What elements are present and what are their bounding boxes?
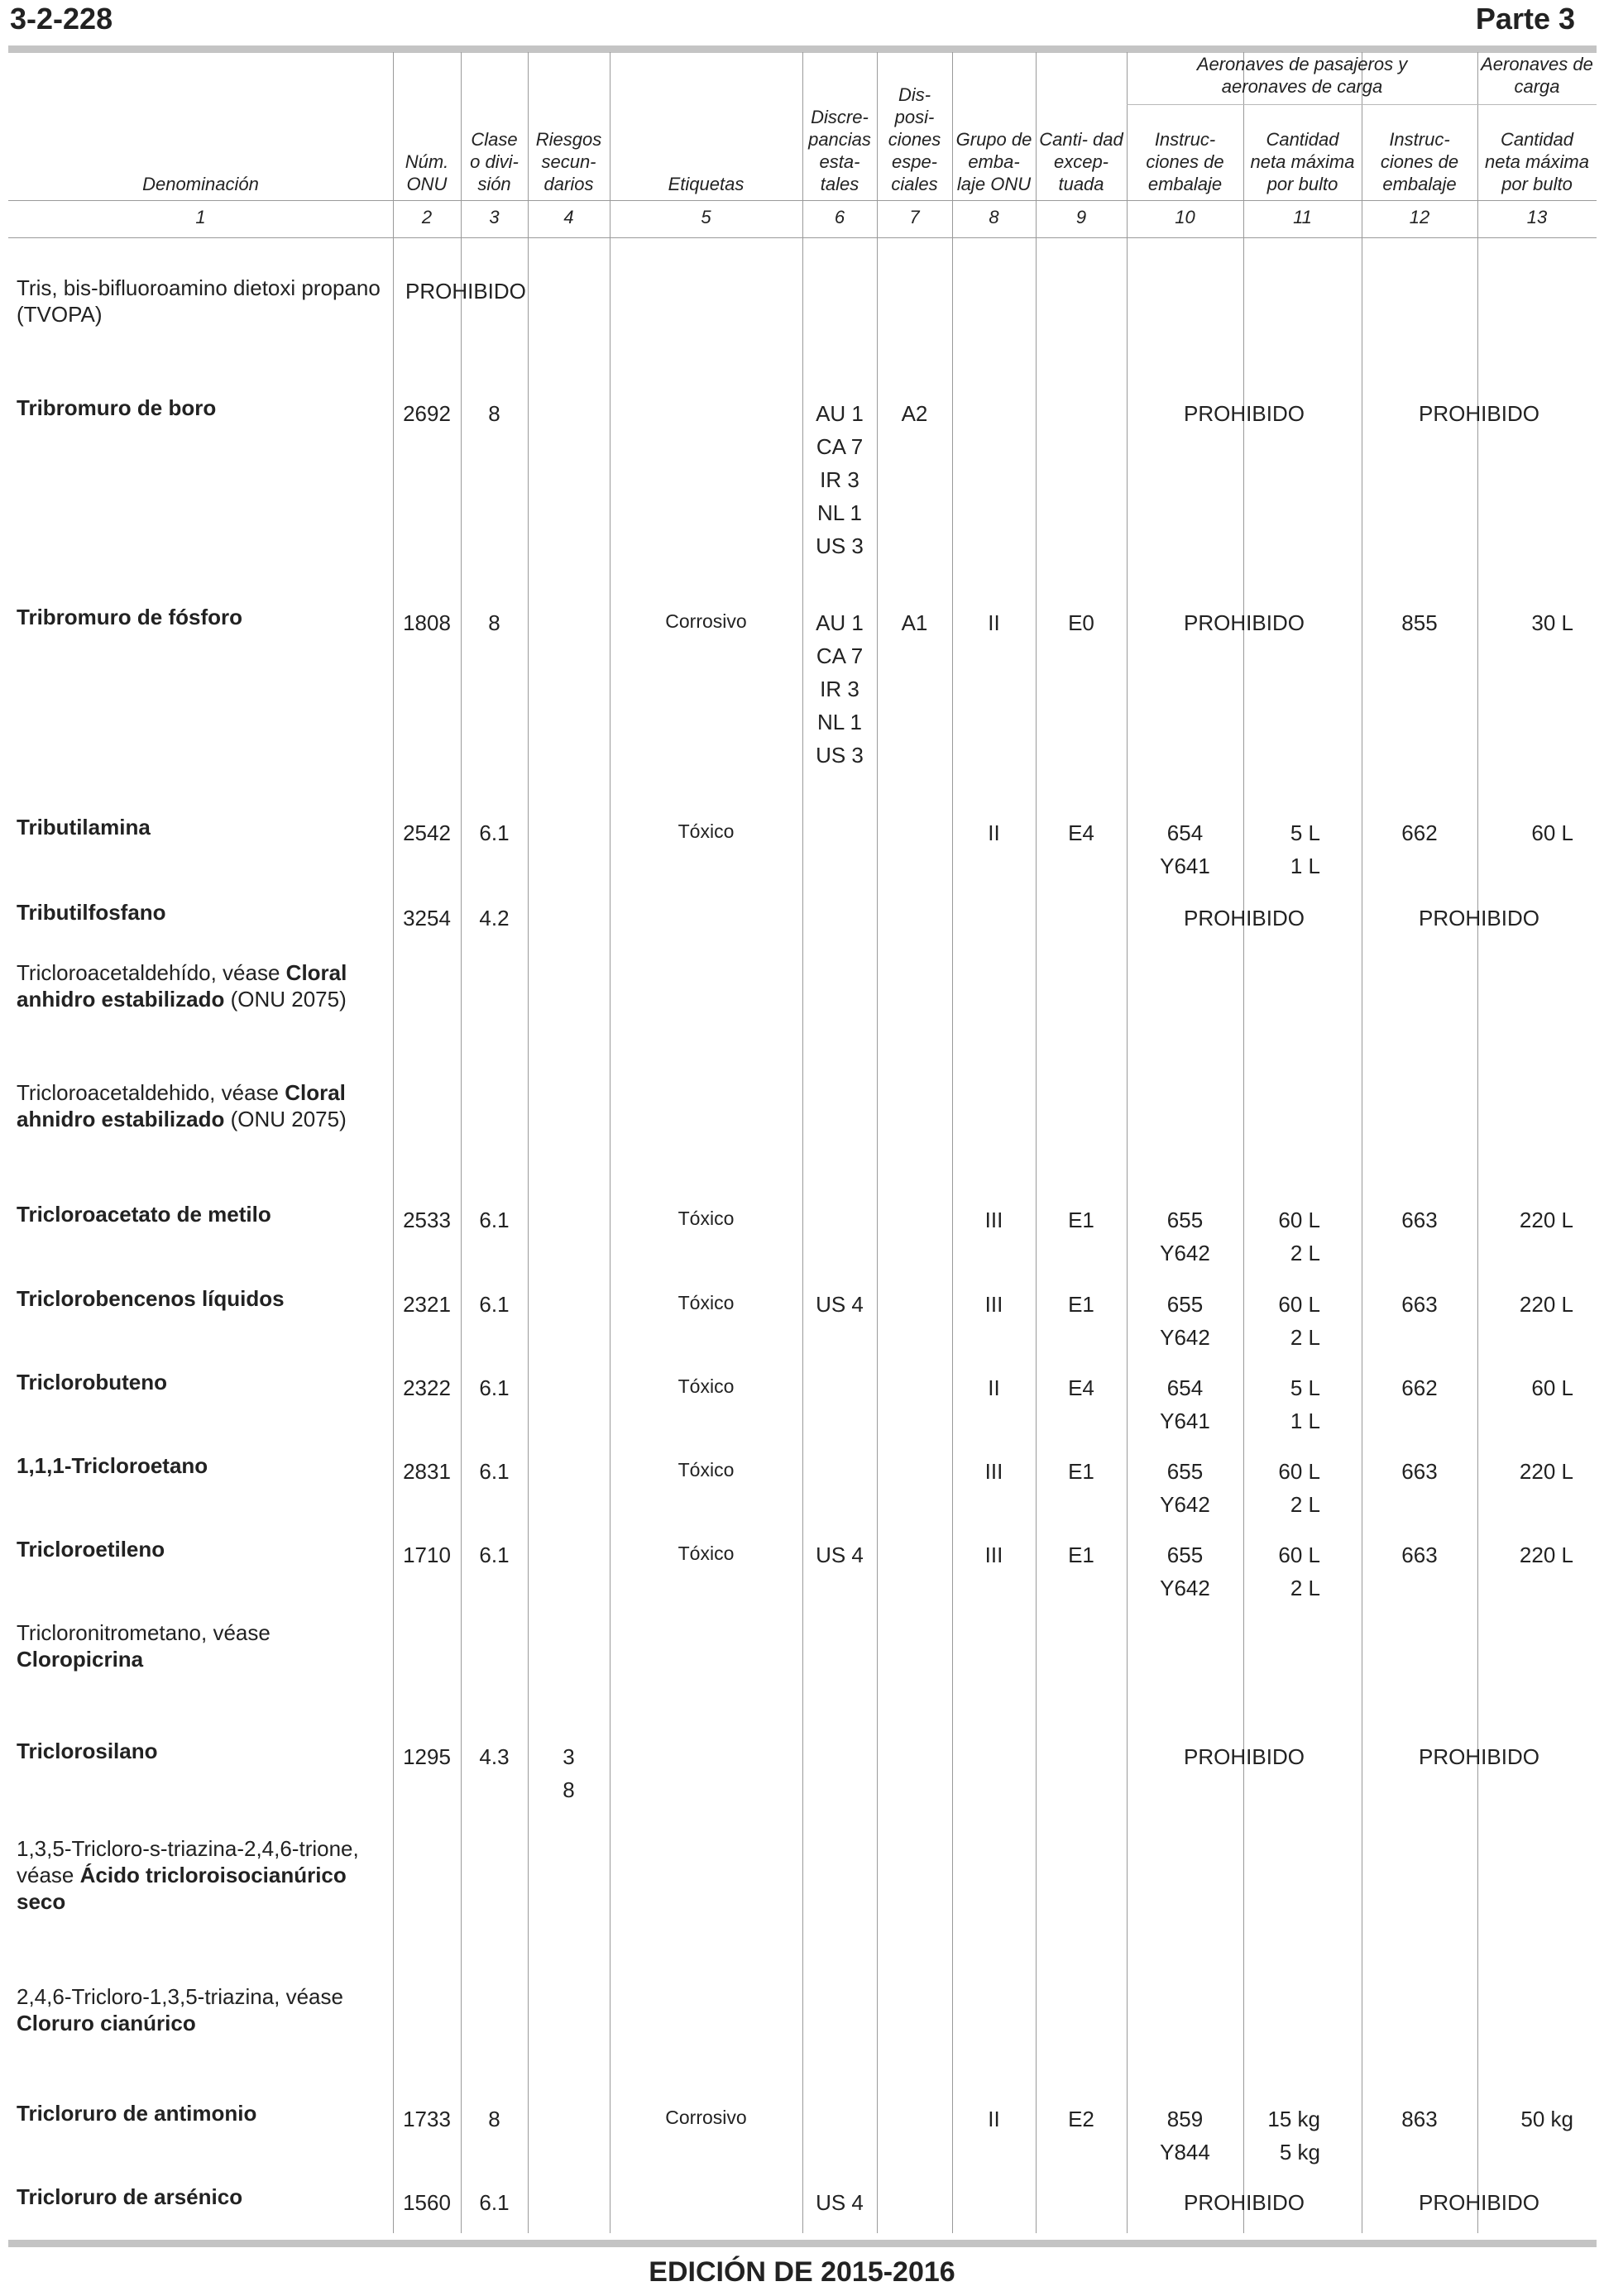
passenger-max-quantity: 60 L <box>1278 1208 1320 1232</box>
passenger-packing-instruction: 655 <box>1166 1459 1204 1484</box>
column-header <box>528 52 610 195</box>
passenger-max-quantity: 15 kg <box>1267 2107 1320 2131</box>
substance-name <box>17 275 389 328</box>
column-number: 9 <box>1075 207 1087 227</box>
hazard-label: Tóxico <box>678 1543 735 1564</box>
hazard-class: 6.1 <box>479 1208 510 1232</box>
cargo-max-quantity: 60 L <box>1531 1375 1573 1400</box>
column-divider <box>1477 52 1478 2233</box>
substance-name-bold: Tribromuro de fósforo <box>17 605 242 629</box>
cargo-max-quantity: 30 L <box>1531 610 1573 635</box>
passenger-packing-instruction: Y642 <box>1160 1492 1210 1517</box>
passenger-max-quantity: 5 L <box>1290 820 1320 845</box>
state-variation: US 4 <box>816 1543 864 1567</box>
column-header-label: Riesgos secun- darios <box>535 129 602 194</box>
passenger-packing-instruction: Y844 <box>1160 2140 1210 2164</box>
substance-name <box>17 395 389 421</box>
packing-group: II <box>988 820 1000 845</box>
substance-name <box>17 1983 389 2036</box>
substance-name-bold: Tricloroacetato de metilo <box>17 1202 271 1227</box>
cargo-prohibited: PROHIBIDO <box>1419 906 1539 930</box>
passenger-packing-instruction: 655 <box>1166 1543 1204 1567</box>
substance-name-text: (ONU 2075) <box>224 987 347 1012</box>
passenger-max-quantity: 60 L <box>1278 1543 1320 1567</box>
column-header-label: Discre- pancias esta- tales <box>808 107 871 194</box>
state-variation: NL 1 <box>817 500 862 525</box>
passenger-packing-instruction: 859 <box>1166 2107 1204 2131</box>
column-header <box>393 52 461 195</box>
subsidiary-risk: 8 <box>563 1777 575 1802</box>
un-number: 2692 <box>403 401 451 426</box>
substance-name <box>17 959 389 1012</box>
hazard-class: 6.1 <box>479 1375 510 1400</box>
substance-name-bold: Tricloruro de antimonio <box>17 2101 257 2126</box>
cargo-max-quantity: 220 L <box>1519 1292 1573 1317</box>
column-header <box>802 52 877 195</box>
column-header <box>1477 109 1597 195</box>
substance-name <box>17 1079 389 1132</box>
substance-name-bold: Tributilamina <box>17 815 151 839</box>
passenger-packing-instruction: Y641 <box>1160 854 1210 878</box>
column-divider <box>802 52 803 2233</box>
column-header-label: Instruc- ciones de embalaje <box>1380 129 1459 194</box>
passenger-prohibited: PROHIBIDO <box>1184 610 1305 635</box>
group-underline <box>1477 104 1597 105</box>
state-variation: IR 3 <box>820 677 859 701</box>
state-variation: NL 1 <box>817 710 862 734</box>
packing-group: III <box>984 1543 1003 1567</box>
cargo-packing-instruction: 863 <box>1401 2107 1438 2131</box>
passenger-max-quantity: 1 L <box>1290 1409 1320 1433</box>
column-number: 5 <box>701 207 711 227</box>
passenger-max-quantity: 2 L <box>1290 1325 1320 1350</box>
un-number: 1560 <box>403 2190 451 2215</box>
substance-name-bold: Cloral ahnidro estabilizado <box>17 1080 346 1131</box>
hazard-class: 8 <box>488 2107 500 2131</box>
column-header <box>1362 109 1477 195</box>
column-number: 12 <box>1409 207 1430 227</box>
substance-name-bold: Triclorobuteno <box>17 1370 167 1394</box>
column-header <box>952 52 1036 195</box>
substance-name <box>17 1738 389 1764</box>
hazard-class: 6.1 <box>479 1459 510 1484</box>
hazard-label: Tóxico <box>678 820 735 842</box>
cargo-packing-instruction: 855 <box>1401 610 1438 635</box>
cargo-packing-instruction: 663 <box>1401 1543 1438 1567</box>
passenger-max-quantity: 2 L <box>1290 1241 1320 1265</box>
un-number: 2322 <box>403 1375 451 1400</box>
substance-name-bold: Ácido tricloroisocianúrico seco <box>17 1863 347 1914</box>
hazard-label: Tóxico <box>678 1292 735 1313</box>
hazard-class: 6.1 <box>479 820 510 845</box>
un-number: 2542 <box>403 820 451 845</box>
packing-group: II <box>988 1375 1000 1400</box>
column-header <box>877 52 952 195</box>
un-number: 1295 <box>403 1744 451 1769</box>
substance-name <box>17 1619 389 1672</box>
passenger-prohibited: PROHIBIDO <box>1184 2190 1305 2215</box>
hazard-label: Corrosivo <box>665 2107 747 2128</box>
cargo-packing-instruction: 663 <box>1401 1292 1438 1317</box>
substance-name-text: Tricloroacetaldehído, véase <box>17 960 286 985</box>
cargo-prohibited: PROHIBIDO <box>1419 2190 1539 2215</box>
column-number: 3 <box>489 207 500 227</box>
passenger-max-quantity: 2 L <box>1290 1576 1320 1600</box>
un-number: 1710 <box>403 1543 451 1567</box>
passenger-prohibited: PROHIBIDO <box>1184 1744 1305 1769</box>
passenger-max-quantity: 60 L <box>1278 1292 1320 1317</box>
column-number: 10 <box>1175 207 1195 227</box>
state-variation: US 4 <box>816 2190 864 2215</box>
column-number: 4 <box>563 207 574 227</box>
substance-name-bold: Cloruro cianúrico <box>17 2011 196 2035</box>
excepted-quantity: E0 <box>1068 610 1094 635</box>
cargo-prohibited: PROHIBIDO <box>1419 1744 1539 1769</box>
column-number: 1 <box>195 207 206 227</box>
passenger-packing-instruction: Y642 <box>1160 1325 1210 1350</box>
column-header-label: Cantidad neta máxima por bulto <box>1485 129 1589 194</box>
passenger-max-quantity: 5 L <box>1290 1375 1320 1400</box>
excepted-quantity: E1 <box>1068 1292 1094 1317</box>
column-header-label: Grupo de emba- laje ONU <box>955 129 1032 194</box>
column-divider <box>1127 52 1128 2233</box>
column-divider <box>461 52 462 2233</box>
column-header-label: Denominación <box>142 174 259 194</box>
passenger-packing-instruction: 654 <box>1166 820 1204 845</box>
substance-name-bold: 1,1,1-Tricloroetano <box>17 1453 208 1478</box>
part-title: Parte 3 <box>1475 2 1575 36</box>
state-variation: AU 1 <box>816 610 864 635</box>
state-variation: AU 1 <box>816 401 864 426</box>
column-header <box>1243 109 1362 195</box>
special-provision: A1 <box>901 610 928 635</box>
column-number: 6 <box>834 207 845 227</box>
state-variation: US 3 <box>816 533 864 558</box>
excepted-quantity: E4 <box>1068 1375 1094 1400</box>
passenger-packing-instruction: 655 <box>1166 1292 1204 1317</box>
substance-name-bold: Tributilfosfano <box>17 900 166 925</box>
un-number: 2831 <box>403 1459 451 1484</box>
substance-name <box>17 1285 389 1312</box>
hazard-class: 6.1 <box>479 1543 510 1567</box>
state-variation: US 4 <box>816 1292 864 1317</box>
substance-name-bold: Cloral anhidro estabilizado <box>17 960 347 1012</box>
hazard-class: 4.3 <box>479 1744 510 1769</box>
column-header <box>1036 52 1127 195</box>
column-header <box>461 52 528 195</box>
passenger-prohibited: PROHIBIDO <box>1184 906 1305 930</box>
cargo-packing-instruction: 662 <box>1401 820 1438 845</box>
state-variation: CA 7 <box>816 643 864 668</box>
hazard-label: Tóxico <box>678 1459 735 1480</box>
substance-name <box>17 2100 389 2126</box>
excepted-quantity: E2 <box>1068 2107 1094 2131</box>
column-divider <box>1243 52 1244 2233</box>
column-header-label: Canti- dad excep- tuada <box>1039 129 1123 194</box>
column-number: 8 <box>989 207 999 227</box>
substance-name-bold: Cloropicrina <box>17 1647 144 1672</box>
passenger-max-quantity: 60 L <box>1278 1459 1320 1484</box>
hazard-class: 6.1 <box>479 2190 510 2215</box>
cargo-max-quantity: 50 kg <box>1520 2107 1573 2131</box>
substance-name-bold: Triclorosilano <box>17 1739 158 1763</box>
group-underline <box>1127 104 1477 105</box>
substance-name-text: Tricloroacetaldehido, véase <box>17 1080 285 1105</box>
column-header-label: Cantidad neta máxima por bulto <box>1250 129 1355 194</box>
cargo-packing-instruction: 663 <box>1401 1208 1438 1232</box>
substance-name-bold: Tricloruro de arsénico <box>17 2184 243 2209</box>
hazard-class: 4.2 <box>479 906 510 930</box>
column-number: 2 <box>421 207 433 227</box>
passenger-packing-instruction: 654 <box>1166 1375 1204 1400</box>
substance-name <box>17 1452 389 1479</box>
column-divider <box>952 52 953 2233</box>
excepted-quantity: E1 <box>1068 1459 1094 1484</box>
passenger-max-quantity: 1 L <box>1290 854 1320 878</box>
hazard-label: Tóxico <box>678 1375 735 1397</box>
column-number: 13 <box>1526 207 1548 227</box>
cargo-prohibited: PROHIBIDO <box>1419 401 1539 426</box>
group-header-cargo: Aeronaves de carga <box>1481 54 1593 97</box>
packing-group: II <box>988 2107 1000 2131</box>
column-header <box>8 52 393 195</box>
hazard-label: Tóxico <box>678 1208 735 1229</box>
passenger-prohibited: PROHIBIDO <box>1184 401 1305 426</box>
cargo-packing-instruction: 662 <box>1401 1375 1438 1400</box>
state-variation: IR 3 <box>820 467 859 492</box>
excepted-quantity: E1 <box>1068 1208 1094 1232</box>
substance-name-text: 2,4,6-Tricloro-1,3,5-triazina, véase <box>17 1984 343 2009</box>
substance-name <box>17 1536 389 1562</box>
column-number: 7 <box>909 207 920 227</box>
substance-name-bold: Tricloroetileno <box>17 1537 165 1562</box>
hazard-label: Corrosivo <box>665 610 747 632</box>
column-header-label: Núm. ONU <box>405 151 449 194</box>
substance-name-text: (ONU 2075) <box>224 1107 347 1131</box>
hazard-class: 8 <box>488 401 500 426</box>
substance-name-text: 1,3,5-Tricloro-s-triazina-2,4,6-trione, véase <box>17 1836 359 1887</box>
cargo-max-quantity: 220 L <box>1519 1543 1573 1567</box>
substance-name-bold: Tribromuro de boro <box>17 395 217 420</box>
subsidiary-risk: 3 <box>563 1744 575 1769</box>
substance-name-bold: Triclorobencenos líquidos <box>17 1286 285 1311</box>
column-number: 11 <box>1293 207 1312 227</box>
un-number: 1808 <box>403 610 451 635</box>
bottom-rule <box>8 2240 1597 2247</box>
substance-name <box>17 814 389 840</box>
column-divider <box>528 52 529 2233</box>
column-header-label: Clase o divi- sión <box>470 129 519 194</box>
column-header-label: Etiquetas <box>668 174 745 194</box>
un-number: 2321 <box>403 1292 451 1317</box>
un-number: 1733 <box>403 2107 451 2131</box>
passenger-max-quantity: 2 L <box>1290 1492 1320 1517</box>
substance-name <box>17 1201 389 1227</box>
hazard-class: 6.1 <box>479 1292 510 1317</box>
cargo-max-quantity: 60 L <box>1531 820 1573 845</box>
substance-name <box>17 604 389 630</box>
column-divider <box>877 52 878 2233</box>
state-variation: CA 7 <box>816 434 864 459</box>
state-variation: US 3 <box>816 743 864 768</box>
column-header-label: Instruc- ciones de embalaje <box>1146 129 1224 194</box>
excepted-quantity: E4 <box>1068 820 1094 845</box>
packing-group: II <box>988 610 1000 635</box>
substance-name <box>17 899 389 926</box>
passenger-packing-instruction: Y642 <box>1160 1576 1210 1600</box>
packing-group: III <box>984 1292 1003 1317</box>
cargo-packing-instruction: 663 <box>1401 1459 1438 1484</box>
substance-name <box>17 2184 389 2210</box>
column-header <box>1127 109 1243 195</box>
hazard-class: 8 <box>488 610 500 635</box>
excepted-quantity: E1 <box>1068 1543 1094 1567</box>
un-number: 2533 <box>403 1208 451 1232</box>
substance-name <box>17 1369 389 1395</box>
cargo-max-quantity: 220 L <box>1519 1459 1573 1484</box>
prohibited-entry: PROHIBIDO <box>405 279 526 304</box>
un-number: 3254 <box>403 906 451 930</box>
packing-group: III <box>984 1208 1003 1232</box>
passenger-packing-instruction: Y642 <box>1160 1241 1210 1265</box>
special-provision: A2 <box>901 401 928 426</box>
cargo-max-quantity: 220 L <box>1519 1208 1573 1232</box>
column-header <box>610 52 802 195</box>
edition-footer: EDICIÓN DE 2015-2016 <box>649 2256 955 2288</box>
packing-group: III <box>984 1459 1003 1484</box>
passenger-packing-instruction: 655 <box>1166 1208 1204 1232</box>
passenger-packing-instruction: Y641 <box>1160 1409 1210 1433</box>
column-header-label: Dis- posi- ciones espe- ciales <box>888 84 941 194</box>
group-header-passenger: Aeronaves de pasajeros y aeronaves de carga <box>1196 54 1408 97</box>
column-divider <box>393 52 394 2233</box>
substance-name-text: Tris, bis-bifluoroamino dietoxi propano (TVOPA) <box>17 275 381 327</box>
substance-name <box>17 1835 389 1915</box>
passenger-max-quantity: 5 kg <box>1279 2140 1320 2164</box>
substance-name-text: Tricloronitrometano, véase <box>17 1620 271 1645</box>
column-divider <box>1036 52 1037 2233</box>
page-number: 3-2-228 <box>10 2 113 36</box>
